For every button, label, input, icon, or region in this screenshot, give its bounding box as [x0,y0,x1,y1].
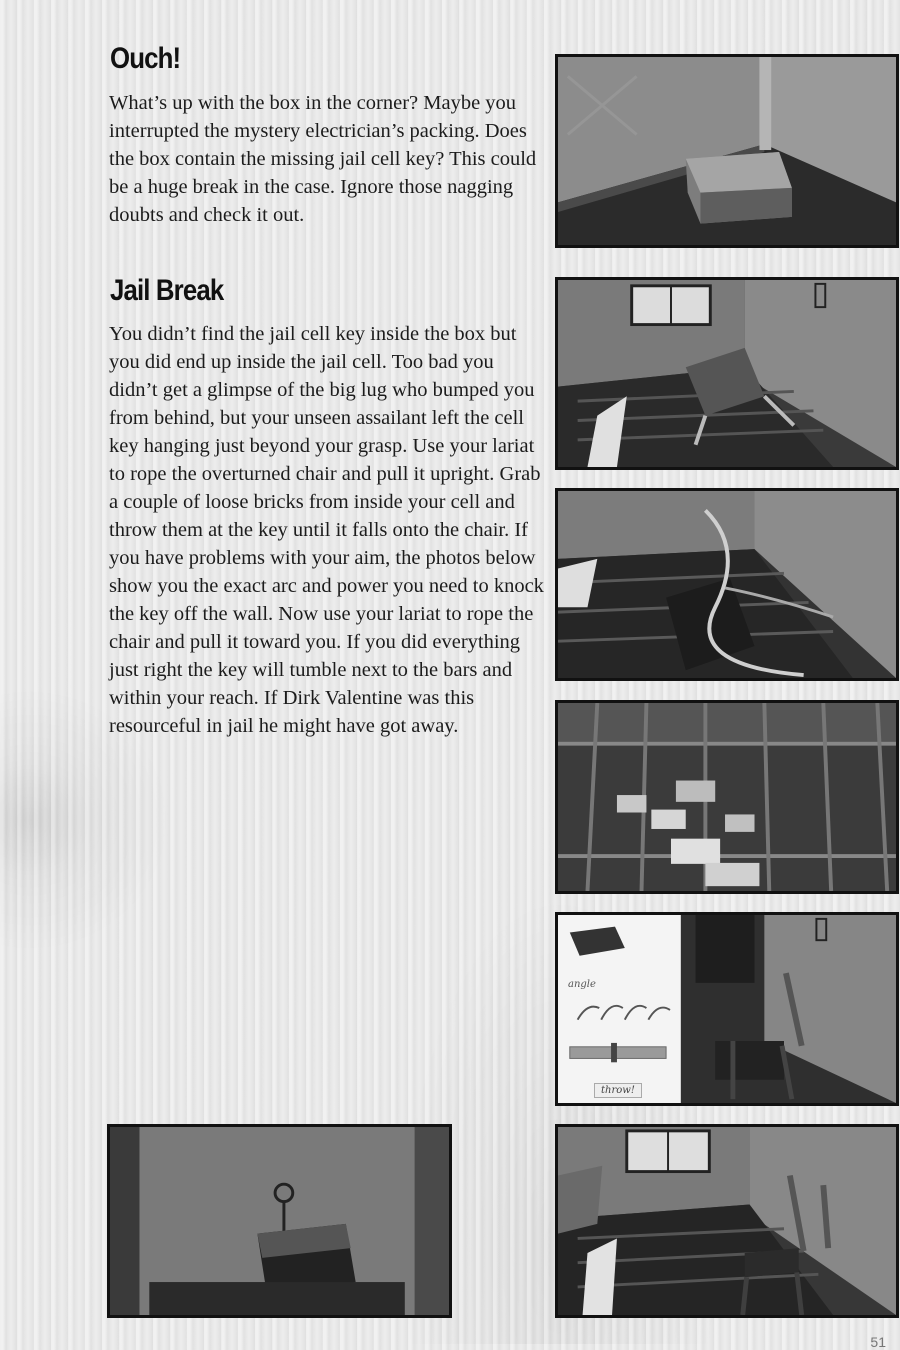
section-heading-jail-break: Jail Break [110,274,224,307]
section-body-ouch: What’s up with the box in the corner? Maybe you interrupted the mystery electrician’s packing. Does the box contain the missing jail cell key? This could be a huge break in the case. Ignore those nagging doubts and check it out. [109,92,537,226]
screenshot-rope-chair [555,488,899,681]
screenshot-throw-interface [555,912,899,1106]
screenshot-bricks-at-bars [555,700,899,894]
screenshot-overturned-chair [555,277,899,470]
throw-button: throw! [594,1083,642,1098]
section-body-jail-break: You didn’t find the jail cell key inside the box but you did end up inside the jail cell. Too bad you didn’t get a glimpse of the big lug who bumped you from behind, but your unseen assailant left the cell key hanging just beyond your grasp. Use your lariat to rope the overturned chair and pull it upright. Grab a couple of loose bricks from inside your cell and throw them at the key until it falls onto the chair. If you have problems with your aim, the photos below show you the exact arc and power you need to knock the key off the wall. Now use your lariat to rope the chair and pull it toward you. If you did everything just right the key will tumble next to the bars and within your reach. If Dirk Valentine was this resourceful in jail he might have got away. [109,323,544,737]
screenshot-chair-upright [555,1124,899,1318]
page-number: 51 [870,1334,886,1350]
screenshot-box-in-corner [555,54,899,248]
section-heading-ouch: Ouch! [110,42,181,75]
screenshot-key-on-wall [107,1124,452,1318]
angle-label: angle [568,979,596,990]
